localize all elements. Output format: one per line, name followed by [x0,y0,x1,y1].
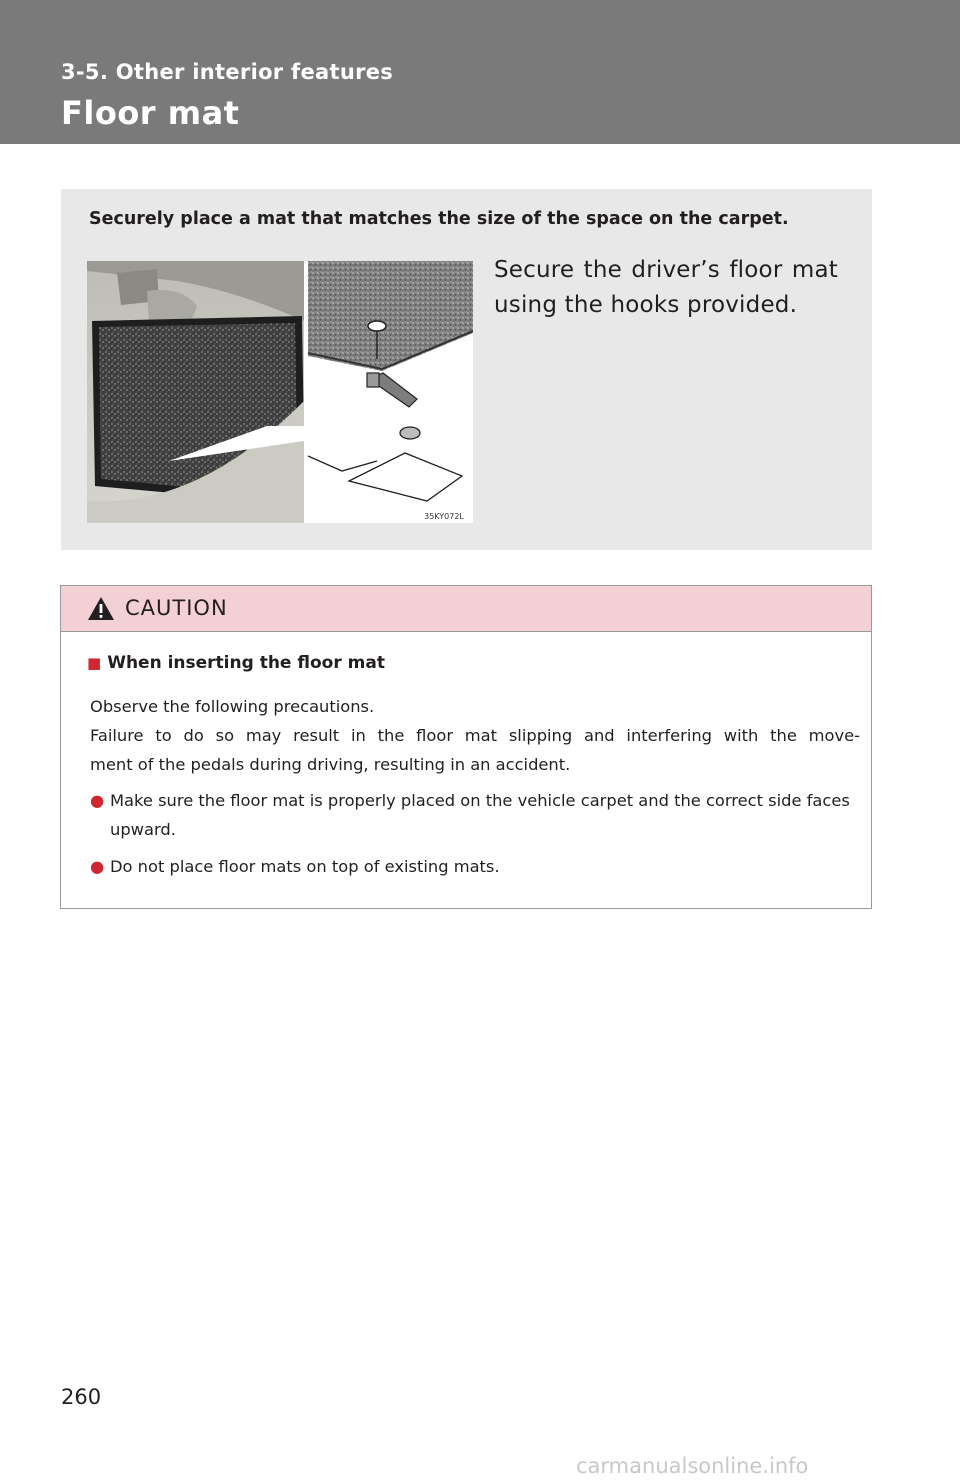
caution-paragraph [90,692,860,779]
watermark: carmanualsonline.info [576,1454,809,1478]
info-text: Secure the driver’s floor mat using the hooks provided. [494,257,838,318]
warning-triangle-icon [87,596,115,621]
bullet-text: Do not place floor mats on top of existing mats. [110,857,500,876]
caution-subheading-text: When inserting the floor mat [107,653,385,673]
page-header [0,0,960,144]
square-bullet-icon: ■ [87,654,102,672]
info-heading: Securely place a mat that matches the size of the space on the carpet. [89,209,789,229]
caution-box [60,585,872,909]
caution-paragraph-line: Failure to do so may result in the floor mat slipping and interfering with the move- [90,726,860,745]
caution-header [61,586,871,632]
circle-bullet-icon: ● [90,791,105,810]
bullet-item [90,852,864,881]
caution-paragraph-line: Observe the following precautions. [90,697,375,716]
bullet-text: Make sure the floor mat is properly placed on the vehicle carpet and the correct side faces upward. [110,791,850,839]
caution-title: CAUTION [125,596,228,620]
figure-code: 35KY072L [424,512,464,521]
circle-bullet-icon: ● [90,857,105,876]
floor-mat-illustration [87,261,473,523]
info-box [61,189,872,550]
section-label: 3-5. Other interior features [61,60,394,84]
caution-subheading [87,653,385,673]
caution-paragraph-line: ment of the pedals during driving, resulting in an accident. [90,755,571,774]
page-number: 260 [61,1385,102,1409]
bullet-item [90,786,864,844]
page-title: Floor mat [61,94,240,132]
